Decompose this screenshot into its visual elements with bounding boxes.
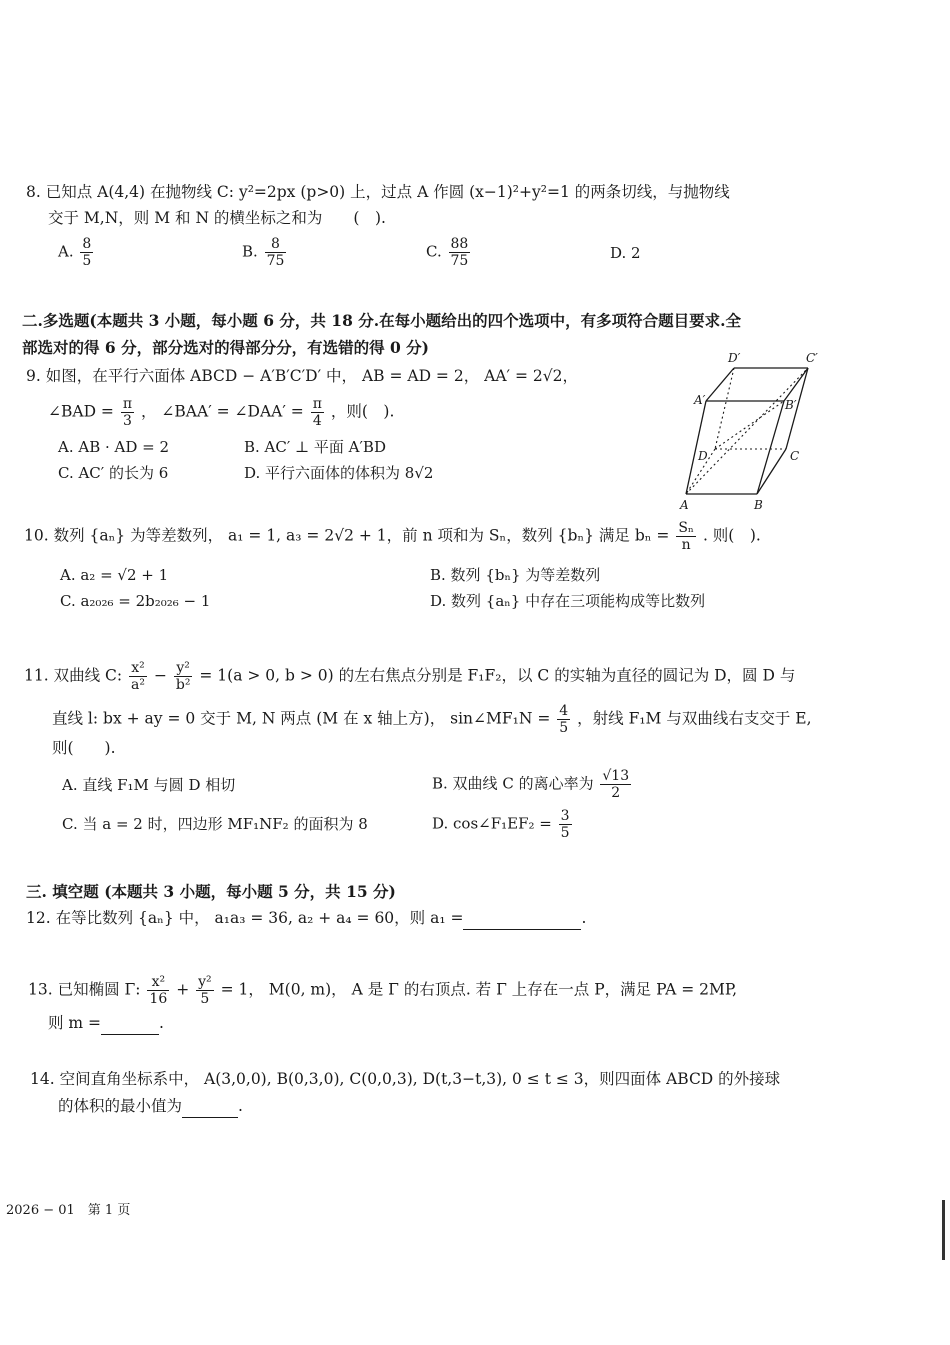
scan-edge-mark — [942, 1200, 945, 1260]
label-dp: D′ — [728, 351, 741, 365]
q11-option-a: A. 直线 F₁M 与圆 D 相切 — [62, 776, 236, 794]
q9-parallelepiped-figure — [672, 346, 842, 516]
q14-answer-blank[interactable] — [182, 1095, 238, 1118]
q8-option-b-label: B. — [242, 242, 258, 261]
q8-option-c-label: C. — [426, 242, 442, 261]
q11-line2 — [52, 703, 812, 736]
page-footer: 2026 − 01 第 1 页 — [6, 1203, 131, 1218]
q9-den-3: 3 — [123, 413, 132, 429]
q11-line2-num: 4 — [559, 703, 569, 719]
edge-b-c — [757, 449, 786, 494]
q10-option-a: A. a₂ = √2 + 1 — [60, 566, 169, 584]
q10-then: . 则( ). — [702, 526, 761, 545]
q10-fraction-sn-n — [676, 520, 696, 553]
q8-option-c — [426, 236, 472, 269]
q11-n2: y² — [174, 660, 193, 677]
q11-option-d-den: 5 — [560, 825, 570, 841]
label-ap: A′ — [694, 393, 706, 407]
q12-line — [26, 907, 586, 930]
label-d: D — [698, 449, 708, 463]
q8-option-c-fraction — [449, 236, 471, 269]
q11-fraction-y2-b2 — [174, 660, 193, 693]
q10-num: Sₙ — [678, 520, 694, 536]
q10-line1 — [24, 520, 761, 553]
q8-option-d-value: 2 — [631, 244, 641, 262]
q9-then: ，则( ). — [330, 402, 395, 421]
q8-option-a-label: A. — [58, 242, 74, 261]
edge-ap-a — [686, 401, 706, 494]
q8-option-b-fraction — [265, 236, 287, 269]
q11-option-c: C. 当 a = 2 时，四边形 MF₁NF₂ 的面积为 8 — [62, 815, 368, 833]
q9-option-a: A. AB · AD = 2 — [58, 438, 170, 456]
section2-heading-line2: 部选对的得 6 分，部分选对的得部分分，有选错的得 0 分) — [22, 338, 429, 357]
q11-option-b-den: 2 — [611, 785, 621, 801]
q8-option-d — [610, 242, 641, 264]
q8-option-b — [242, 236, 288, 269]
label-b: B — [754, 498, 763, 512]
q13-end: . — [159, 1014, 164, 1032]
q11-option-d — [432, 808, 574, 841]
q9-fraction-pi-4 — [311, 396, 324, 429]
q11-option-b-num: √13 — [602, 768, 630, 784]
q11-n1: x² — [129, 660, 147, 677]
q8-option-c-den: 75 — [450, 253, 469, 269]
q11-line1 — [24, 660, 795, 693]
q9-pi-2: π — [312, 396, 322, 412]
q11-fraction-4-5 — [557, 703, 570, 736]
q13-n1: x² — [147, 974, 169, 991]
q13-stem-rest: = 1， M(0, m)， A 是 Γ 的右顶点. 若 Γ 上存在一点 P，满足 PA = 2MP, — [220, 980, 738, 999]
q10-option-c: C. a₂₀₂₆ = 2b₂₀₂₆ − 1 — [60, 592, 211, 610]
label-bp: B′ — [785, 398, 797, 412]
q10-stem: 10. 数列 {aₙ} 为等差数列， a₁ = 1, a₃ = 2√2 + 1，前 n 项和为 Sₙ，数列 {bₙ} 满足 bₙ = — [24, 526, 670, 545]
q8-option-d-label: D. — [610, 244, 627, 262]
q14-line2-text: 的体积的最小值为 — [58, 1097, 183, 1115]
q13-line2-text: 则 m = — [48, 1014, 102, 1032]
q9-option-c: C. AC′ 的长为 6 — [58, 464, 169, 482]
edge-bp-b — [757, 401, 784, 494]
q8-option-c-num: 88 — [450, 236, 469, 252]
q8-option-b-num: 8 — [265, 236, 287, 253]
label-cp: C′ — [806, 351, 818, 365]
edge-dp-ap — [706, 368, 734, 401]
q8-line2: 交于 M,N，则 M 和 N 的横坐标之和为 ( ). — [48, 209, 386, 227]
q9-line2 — [48, 396, 394, 429]
q10-den: n — [681, 537, 691, 553]
q9-fraction-pi-3 — [121, 396, 134, 429]
label-a: A — [680, 498, 689, 512]
q8-option-a-num: 8 — [82, 236, 92, 252]
q11-line3: 则( ). — [52, 739, 116, 757]
q9-pi-1: π — [122, 396, 133, 412]
q13-plus: + — [176, 980, 190, 999]
q13-line1 — [28, 974, 737, 1007]
section2-heading-line1: 二.多选题(本题共 3 小题，每小题 6 分，共 18 分.在每小题给出的四个选项中，有多项符合题目要求.全 — [22, 311, 742, 330]
q11-option-d-fraction — [559, 808, 572, 841]
q14-end: . — [238, 1097, 243, 1115]
q11-line2-den: 5 — [559, 720, 569, 736]
q9-option-d: D. 平行六面体的体积为 8√2 — [244, 464, 434, 482]
q11-line2-end: ，射线 F₁M 与双曲线右支交于 E, — [577, 709, 812, 728]
q9-den-4: 4 — [312, 413, 322, 429]
q11-line2-start: 直线 l: bx + ay = 0 交于 M, N 两点 (M 在 x 轴上方)， sin∠MF₁N = — [52, 709, 551, 728]
q11-d1: a² — [131, 677, 145, 693]
edge-cp-bp — [784, 368, 808, 401]
q14-line2 — [58, 1095, 243, 1118]
diagonal-d-bp — [715, 401, 784, 449]
q13-stem-start: 13. 已知椭圆 Γ: — [28, 980, 141, 999]
q14-line1: 14. 空间直角坐标系中， A(3,0,0), B(0,3,0), C(0,0,3), D(t,3−t,3), 0 ≤ t ≤ 3，则四面体 ABCD 的外接球 — [30, 1070, 781, 1088]
q12-end: . — [581, 909, 587, 927]
q11-option-d-text: D. cos∠F₁EF₂ = — [432, 814, 552, 833]
q13-answer-blank[interactable] — [101, 1012, 159, 1035]
q11-fraction-x2-a2 — [129, 660, 147, 693]
q11-d2: b² — [175, 677, 191, 693]
q11-option-b — [432, 768, 633, 801]
q13-d1: 16 — [149, 991, 168, 1007]
q8-line1: 8. 已知点 A(4,4) 在抛物线 C: y²=2px (p>0) 上，过点 A 作圆 (x−1)²+y²=1 的两条切线，与抛物线 — [26, 183, 730, 201]
q11-stem-start: 11. 双曲线 C: — [24, 666, 123, 685]
q9-option-b: B. AC′ ⊥ 平面 A′BD — [244, 438, 386, 456]
q11-minus: − — [153, 666, 167, 685]
section3-heading: 三. 填空题 (本题共 3 小题，每小题 5 分，共 15 分) — [26, 882, 396, 901]
q12-answer-blank[interactable] — [463, 907, 581, 930]
q13-n2: y² — [198, 974, 212, 990]
q8-option-a-den: 5 — [82, 253, 92, 269]
q12-text: 12. 在等比数列 {aₙ} 中， a₁a₃ = 36, a₂ + a₄ = 60，则 a₁ = — [26, 909, 464, 927]
q13-line2 — [48, 1012, 164, 1035]
q13-fraction-x2-16 — [147, 974, 169, 1007]
q9-angle-baa: ， ∠BAA′ = ∠DAA′ = — [141, 402, 304, 421]
q11-option-d-num: 3 — [560, 808, 570, 824]
q13-d2: 5 — [200, 991, 210, 1007]
q8-option-b-den: 75 — [266, 253, 285, 269]
q13-fraction-y2-5 — [196, 974, 214, 1007]
q11-option-b-fraction — [600, 768, 631, 801]
label-c: C — [790, 449, 800, 463]
q9-line1: 9. 如图，在平行六面体 ABCD − A′B′C′D′ 中， AB = AD = 2， AA′ = 2√2， — [26, 367, 578, 385]
q11-stem-rest: = 1(a > 0, b > 0) 的左右焦点分别是 F₁F₂，以 C 的实轴为直径的圆记为 D，圆 D 与 — [199, 666, 796, 685]
q9-angle-bad: ∠BAD = — [48, 402, 114, 421]
q11-option-b-text: B. 双曲线 C 的离心率为 — [432, 774, 594, 793]
q8-option-a-fraction — [80, 236, 93, 269]
q10-option-d: D. 数列 {aₙ} 中存在三项能构成等比数列 — [430, 592, 706, 610]
q8-option-a — [58, 236, 95, 269]
diagonal-a-cp — [686, 368, 808, 494]
q10-option-b: B. 数列 {bₙ} 为等差数列 — [430, 566, 601, 584]
